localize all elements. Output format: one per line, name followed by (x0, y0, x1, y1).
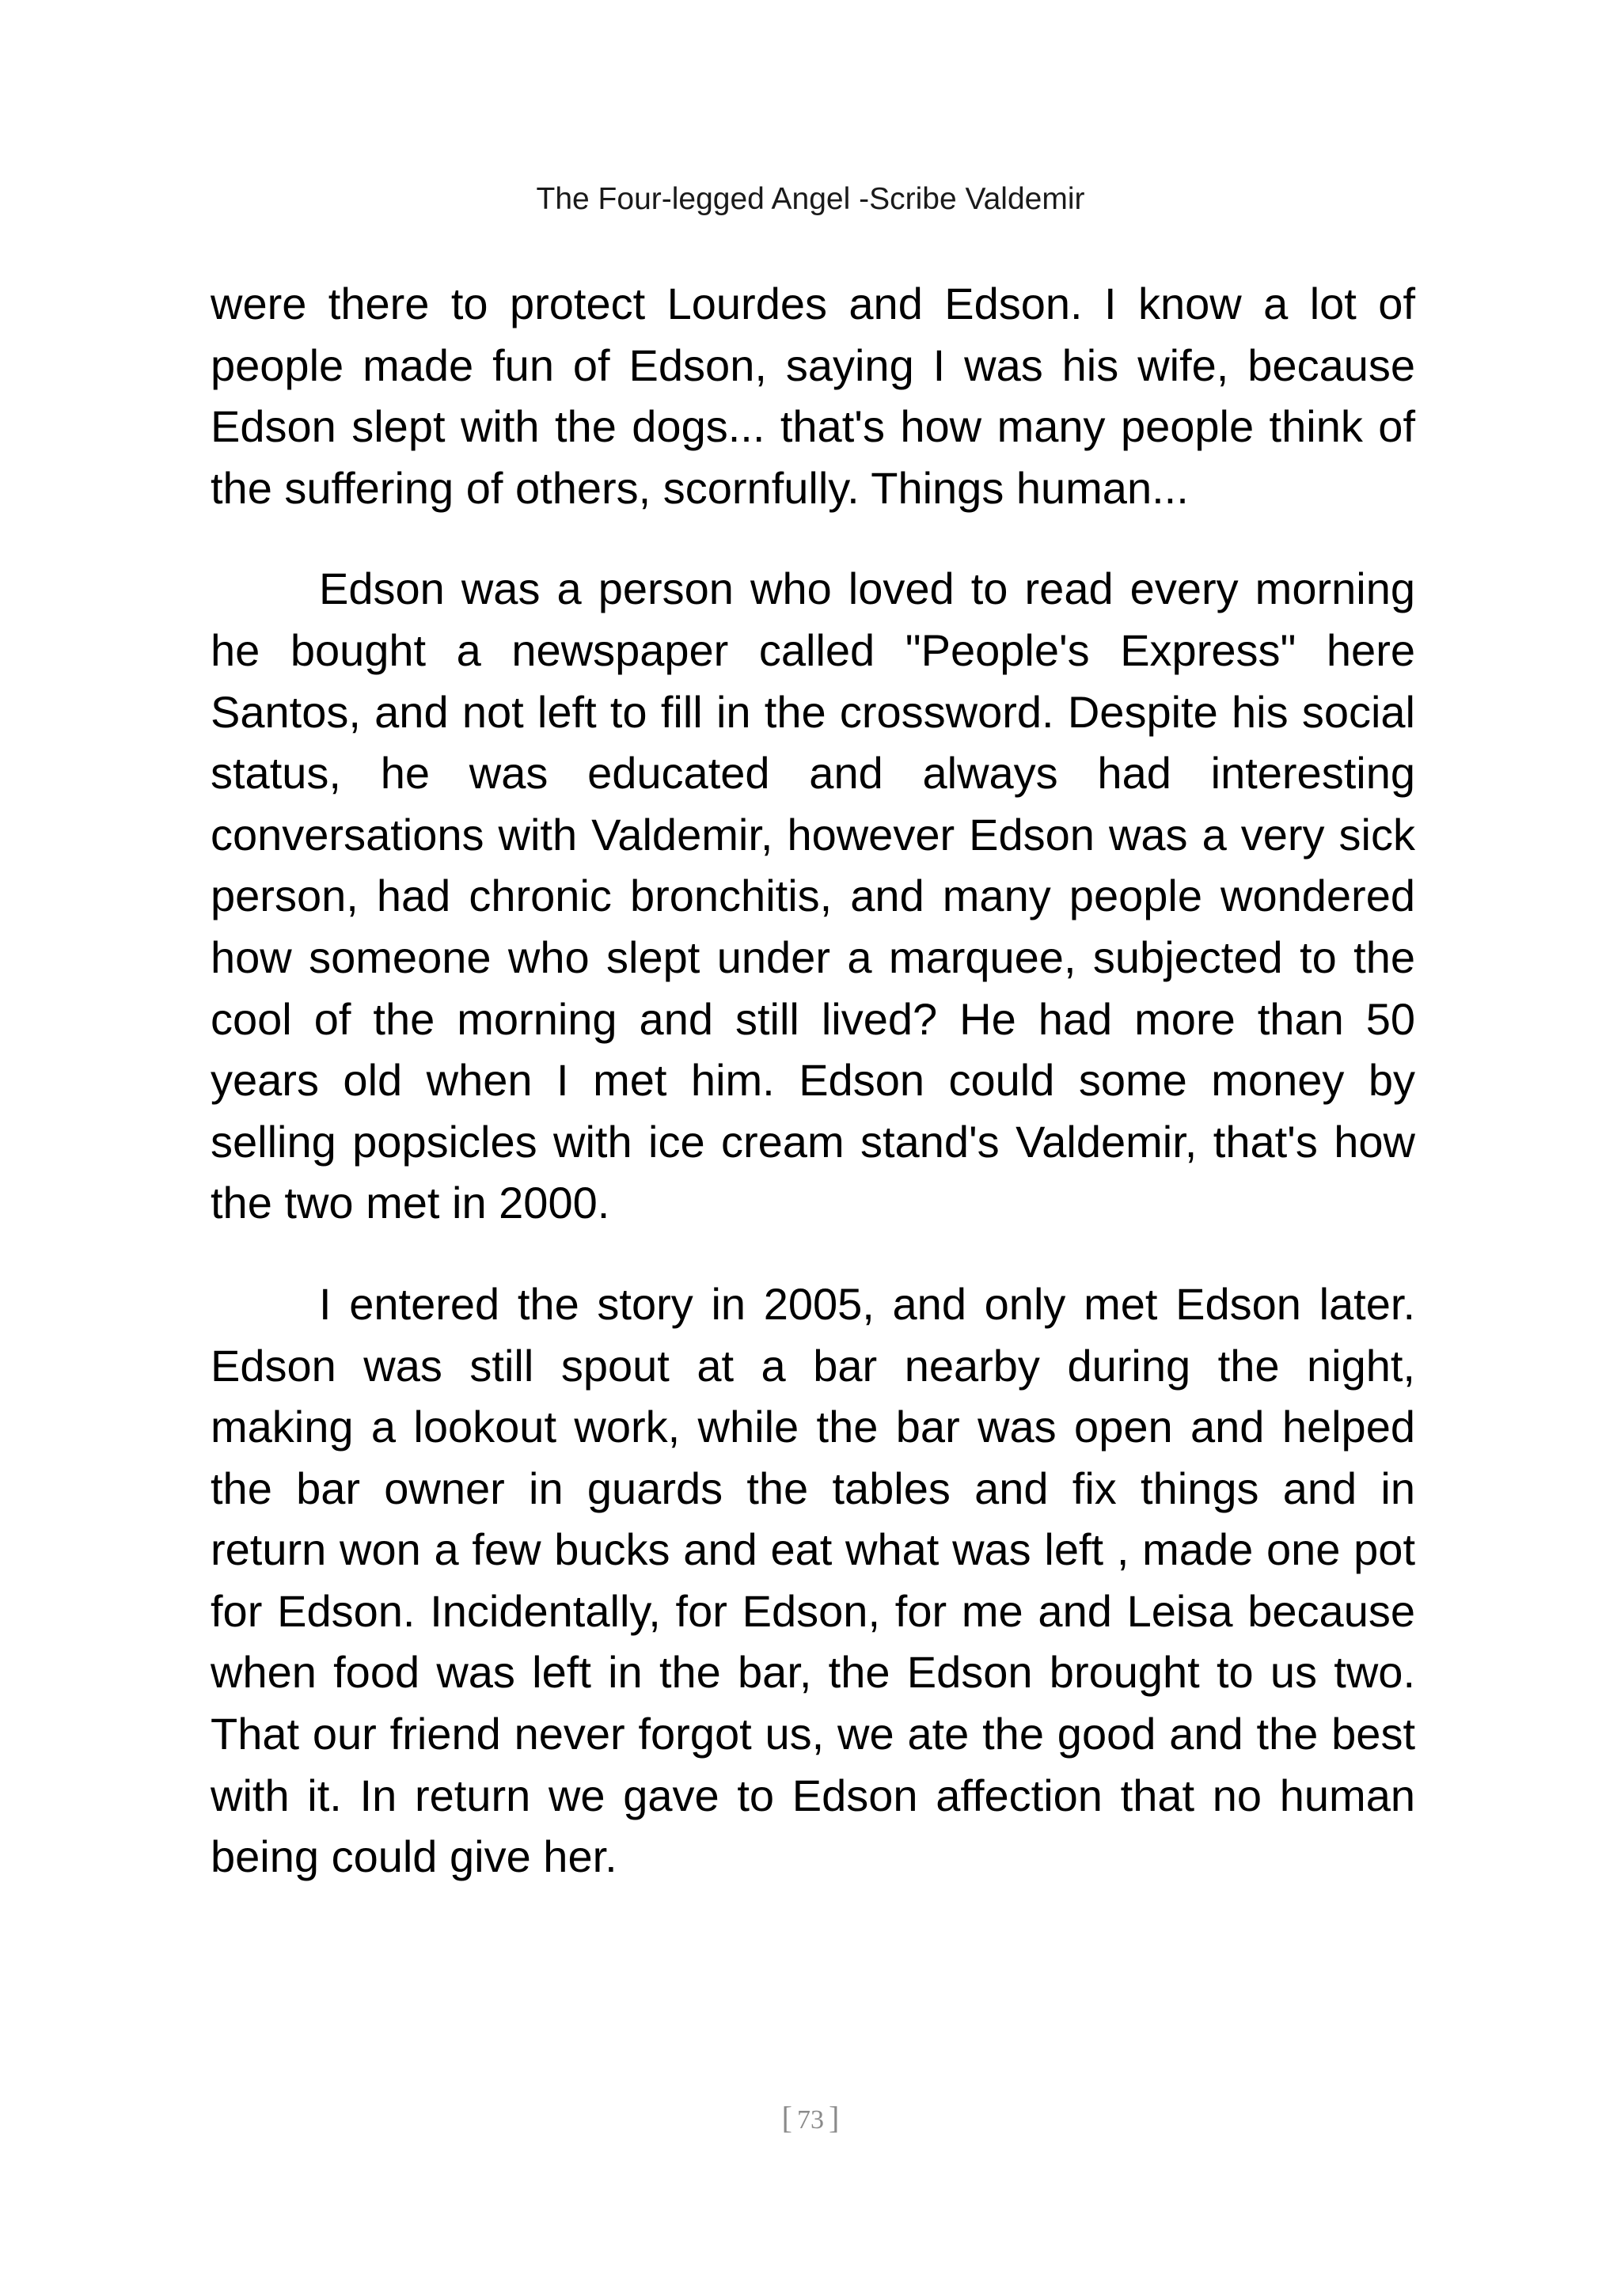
running-header-title: The Four-legged Angel -Scribe Valdemir (536, 182, 1085, 216)
page-number (0, 2099, 1621, 2139)
page-number-bracket-open: [ (781, 2100, 792, 2135)
paragraph-continuation: were there to protect Lourdes and Edson. I know a lot of people made fun of Edson, saying I was his wife, because Edson slept with the dogs... that's how many people think of the suffering of others, scornfully. Things human... (211, 279, 1415, 513)
paragraph-edson-reader: Edson was a person who loved to read every morning he bought a newspaper called "People's Express" here Santos, and not left to fill in the crossword. Despite his social status, he was educated and always had interesting conversations with Valdemir, however Edson was a very sick person, had chronic bronchitis, and many people wondered how someone who slept under a marquee, subjected to the cool of the morning and still lived? He had more than 50 years old when I met him. Edson could some money by selling popsicles with ice cream stand's Valdemir, that's how the two met in 2000. (211, 564, 1415, 1228)
page-body (211, 273, 1415, 1888)
page-number-bracket-close: ] (829, 2100, 840, 2135)
page-number-value: 73 (797, 2105, 824, 2135)
paragraph-entered-story: I entered the story in 2005, and only met Edson later. Edson was still spout at a bar nearby during the night, making a lookout work, while the bar was open and helped the bar owner in guards the tables and fix things and in return won a few bucks and eat what was left , made one pot for Edson. Incidentally, for Edson, for me and Leisa because when food was left in the bar, the Edson brought to us two. That our friend never forgot us, we ate the good and the best with it. In return we gave to Edson affection that no human being could give her. (211, 1278, 1415, 1882)
